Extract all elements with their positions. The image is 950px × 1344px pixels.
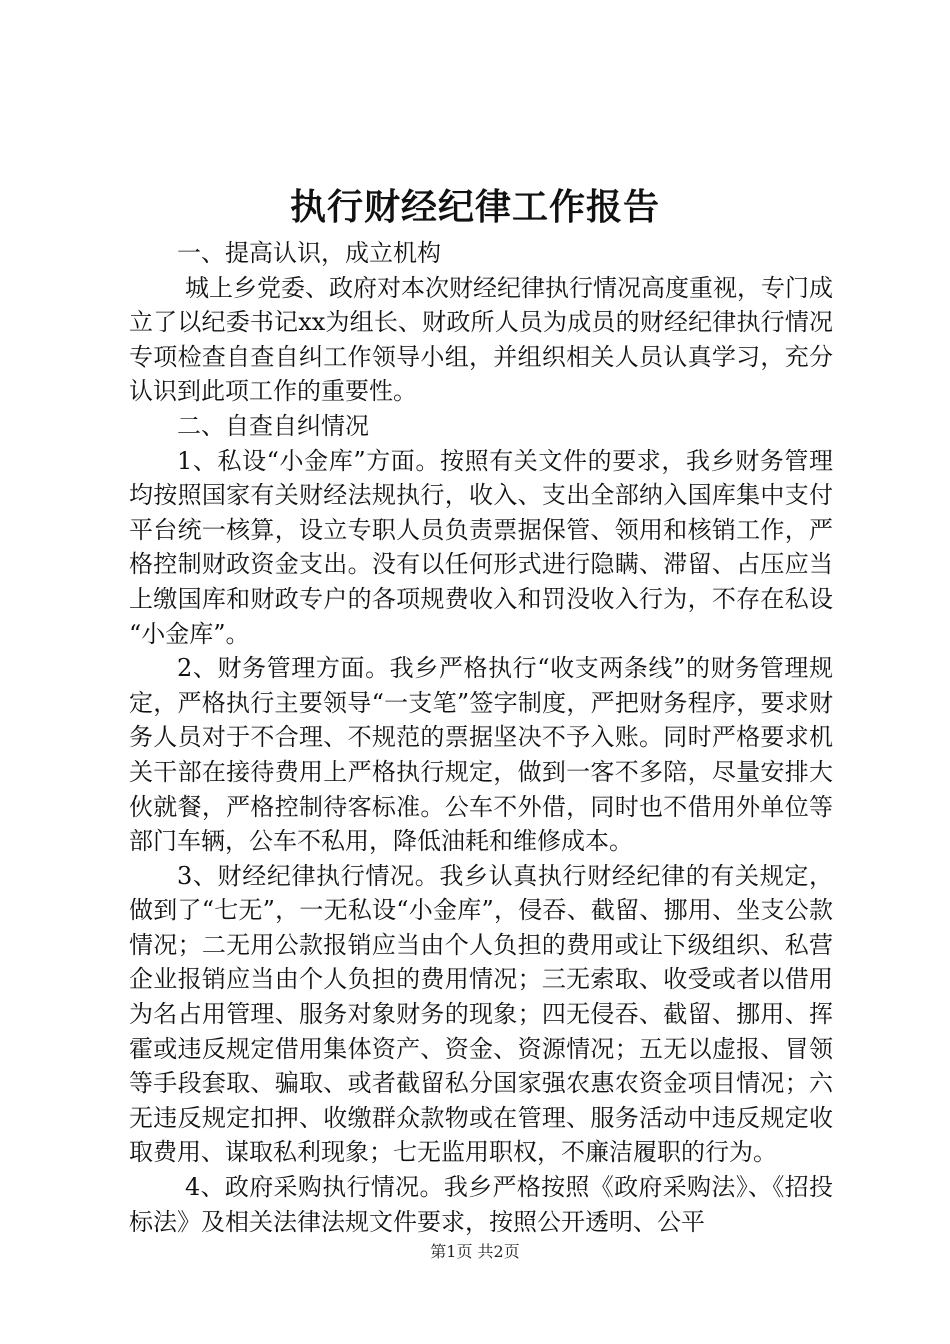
section-paragraph-1: 城上乡党委、政府对本次财经纪律执行情况高度重视，专门成立了以纪委书记xx为组长、财政所人员为成员的财经纪律执行情况专项检查自查自纠工作领导小组，并组织相关人员认真学习，充分认识到此项工作的重要性。	[129, 273, 833, 406]
document-title: 执行财经纪律工作报告	[289, 186, 660, 228]
section-heading-1: 一、提高认识，成立机构	[177, 239, 441, 267]
item-paragraph-3: 3、财经纪律执行情况。我乡认真执行财经纪律的有关规定，做到了“七无”，一无私设“小金库”，侵吞、截留、挪用、坐支公款情况；二无用公款报销应当由个人负担的费用或让下级组织、私营企业报销应当由个人负担的费用情况；三无索取、收受或者以借用为名占用管理、服务对象财务的现象；四无侵吞、截留、挪用、挥霍或违反规定借用集体资产、资金、资源情况；五无以虚报、冒领等手段套取、骗取、或者截留私分国家强农惠农资金项目情况；六无违反规定扣押、收缴群众款物或在管理、服务活动中违反规定收取费用、谋取私利现象；七无监用职权，不廉洁履职的行为。	[129, 861, 833, 1167]
item-paragraph-1: 1、私设“小金库”方面。按照有关文件的要求，我乡财务管理均按照国家有关财经法规执行，收入、支出全部纳入国库集中支付平台统一核算，设立专职人员负责票据保管、领用和核销工作，严格控制财政资金支出。没有以任何形式进行隐瞒、滞留、占压应当上缴国库和财政专户的各项规费收入和罚没收入行为，不存在私设“小金库”。	[129, 446, 833, 648]
section-heading-2: 二、自查自纠情况	[177, 411, 369, 440]
page-number-footer: 第1页 共2页	[430, 1242, 520, 1261]
item-paragraph-2: 2、财务管理方面。我乡严格执行“收支两条线”的财务管理规定，严格执行主要领导“一支笔”签字制度，严把财务程序，要求财务人员对于不合理、不规范的票据坚决不予入账。同时严格要求机关干部在接待费用上严格执行规定，做到一客不多陪，尽量安排大伙就餐，严格控制待客标准。公车不外借，同时也不借用外单位等部门车辆，公车不私用，降低油耗和维修成本。	[129, 654, 833, 856]
item-paragraph-4: 4、政府采购执行情况。我乡严格按照《政府采购法》、《招投标法》及相关法律法规文件要求，按照公开透明、公平	[129, 1173, 833, 1236]
document-body	[129, 236, 833, 1239]
